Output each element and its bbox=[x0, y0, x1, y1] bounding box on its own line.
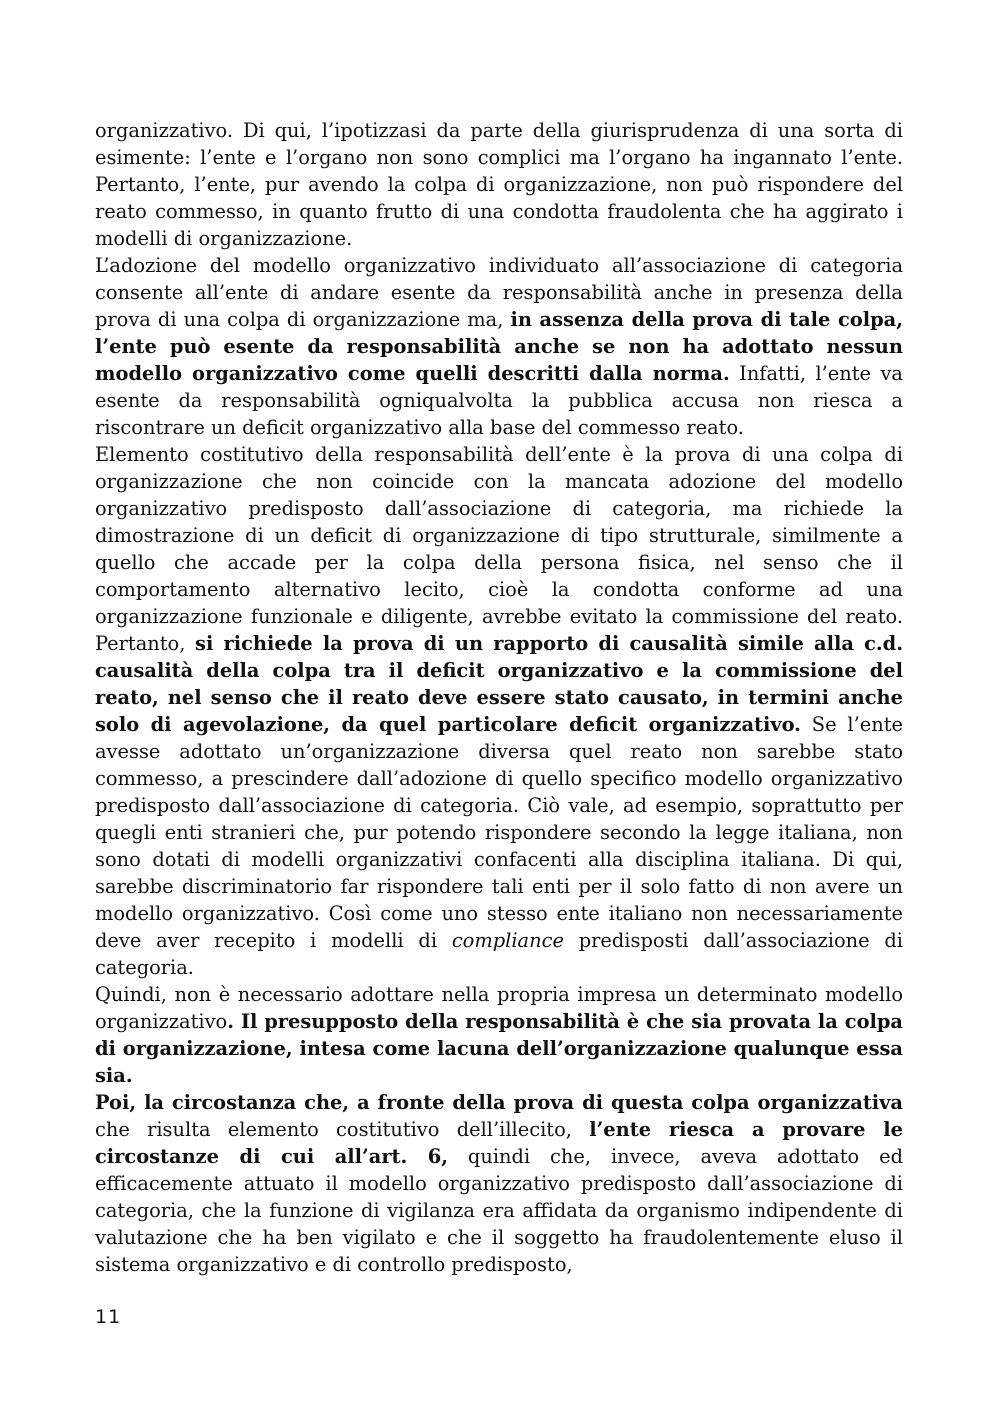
italic-text-run: compliance bbox=[451, 929, 564, 952]
text-run: predisposti dall’associazione di categoria. bbox=[95, 929, 904, 979]
paragraph-2 bbox=[95, 252, 903, 441]
bold-text-run: Poi, la circostanza che, a fronte della prova di questa colpa organizzativa bbox=[95, 1091, 903, 1114]
document-body bbox=[95, 117, 903, 1278]
text-run: organizzativo. Di qui, l’ipotizzasi da parte della giurisprudenza di una sorta di esimente: l’ente e l’organo non sono complici ma l’organo ha ingannato l’ente. Pertanto, l’ente, pur avendo la colpa di organizzazione, non può rispondere del reato commesso, in quanto frutto di una condotta fraudolenta che ha aggirato i modelli di organizzazione. bbox=[95, 119, 903, 250]
text-run: L’adozione del modello organizzativo individuato all’associazione di categoria consente all’ente di andare esente da responsabilità anche in presenza della prova di una colpa di organizzazione ma, bbox=[95, 254, 903, 331]
text-run: Quindi, non è necessario adottare nella propria impresa un determinato modello organizzativo bbox=[95, 983, 903, 1033]
bold-text-run: . Il presupposto della responsabilità è che sia provata la colpa di organizzazione, intesa come lacuna dell’organizzazione qualunque essa sia. bbox=[95, 1010, 903, 1087]
bold-text-run: si richiede la prova di un rapporto di causalità simile alla c.d. causalità della colpa tra il deficit organizzativo e la commissione del reato, nel senso che il reato deve essere stato causato, in termini anche solo di agevolazione, da quel particolare deficit organizzativo. bbox=[95, 632, 903, 736]
text-run: Elemento costitutivo della responsabilità dell’ente è la prova di una colpa di organizzazione che non coincide con la mancata adozione del modello organizzativo predisposto dall’associazione di categoria, ma richiede la dimostrazione di un deficit di organizzazione di tipo strutturale, similmente a quello che accade per la colpa della persona fisica, nel senso che il comportamento alternativo lecito, cioè la condotta conforme ad una organizzazione funzionale e diligente, avrebbe evitato la commissione del reato. Pertanto, bbox=[95, 443, 903, 655]
bold-text-run: in assenza della prova di tale colpa, l’ente può esente da responsabilità anche se non ha adottato nessun modello organizzativo come quelli descritti dalla norma. bbox=[95, 308, 903, 385]
paragraph-3 bbox=[95, 441, 903, 981]
paragraph-5 bbox=[95, 1089, 903, 1278]
paragraph-1 bbox=[95, 117, 903, 252]
text-run: che risulta elemento costitutivo dell’illecito, bbox=[95, 1118, 590, 1141]
text-run: Infatti, l’ente va esente da responsabilità ogniqualvolta la pubblica accusa non riesca a riscontrare un deficit organizzativo alla base del commesso reato. bbox=[95, 362, 903, 439]
bold-text-run: l’ente riesca a provare le circostanze di cui all’art. 6, bbox=[95, 1118, 903, 1168]
paragraph-4 bbox=[95, 981, 903, 1089]
text-run: Se l’ente avesse adottato un’organizzazione diversa quel reato non sarebbe stato commesso, a prescindere dall’adozione di quello specifico modello organizzativo predisposto dall’associazione di categoria. Ciò vale, ad esempio, soprattutto per quegli enti stranieri che, pur potendo rispondere secondo la legge italiana, non sono dotati di modelli organizzativi confacenti alla disciplina italiana. Di qui, sarebbe discriminatorio far rispondere tali enti per il solo fatto di non avere un modello organizzativo. Così come uno stesso ente italiano non necessariamente deve aver recepito i modelli di bbox=[95, 713, 903, 952]
page-number: 11 bbox=[95, 1306, 122, 1328]
text-run: quindi che, invece, aveva adottato ed efficacemente attuato il modello organizzativo predisposto dall’associazione di categoria, che la funzione di vigilanza era affidata da organismo indipendente di valutazione che ha ben vigilato e che il soggetto ha fraudolentemente eluso il sistema organizzativo e di controllo predisposto, bbox=[95, 1145, 903, 1276]
